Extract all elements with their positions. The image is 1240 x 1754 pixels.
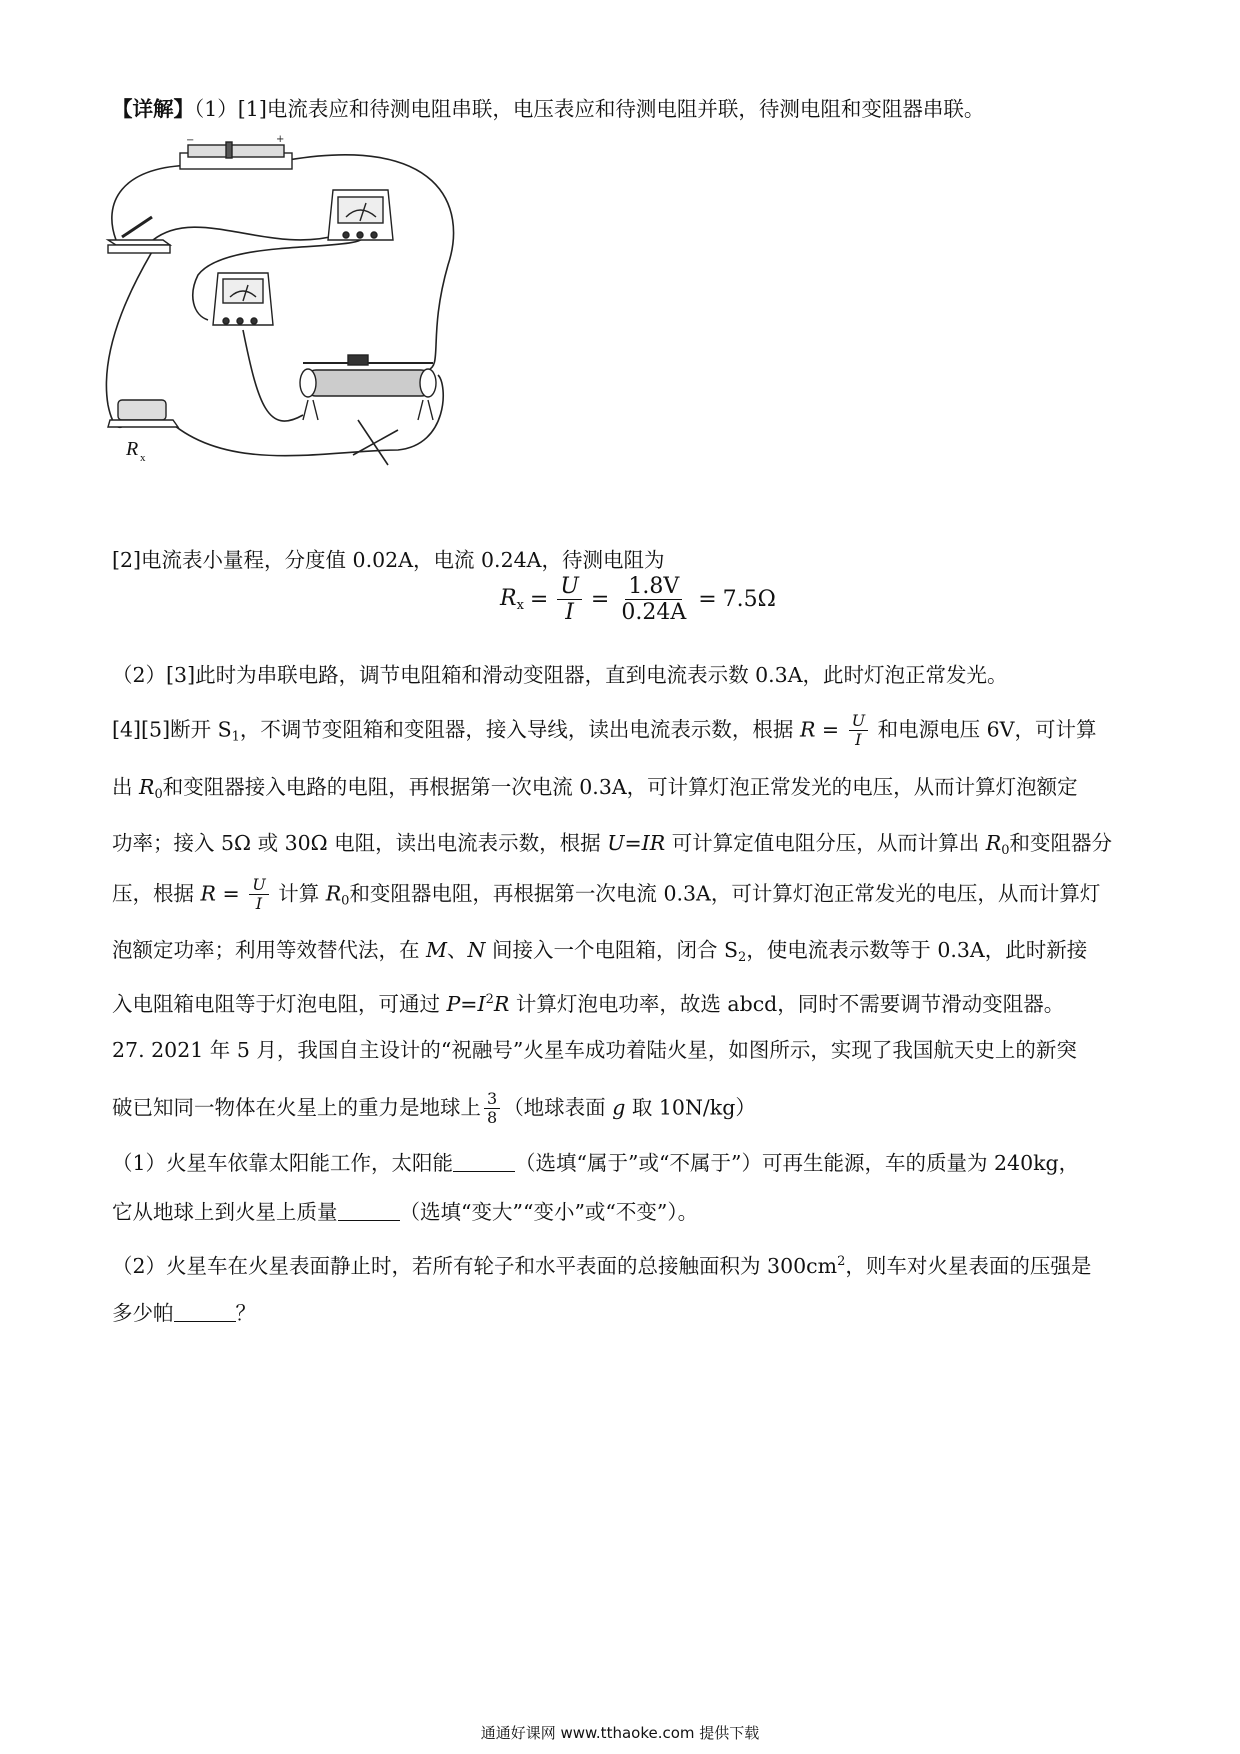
q27-line2-c: 取 10N/kg）	[625, 1095, 756, 1120]
p4-text-c: 和电源电压 6V，可计算	[871, 717, 1097, 742]
circuit-diagram	[108, 134, 508, 535]
p4-u-2: U	[249, 876, 268, 895]
p4-line-3	[112, 826, 1130, 868]
cross-mark	[353, 420, 398, 465]
detail-line-3: （2）[3]此时为串联电路，调节电阻箱和滑动变阻器，直到电流表示数 0.3A，此时灯泡正常发光。	[112, 663, 1008, 687]
q27-part2-line-1	[112, 1245, 1130, 1283]
p4-fraction	[849, 712, 868, 750]
q27-p1-a: （1）火星车依靠太阳能工作，太阳能	[112, 1151, 454, 1175]
p4-r0-2: R	[985, 831, 1002, 855]
p4-line3-c: 和变阻器分	[1009, 831, 1112, 855]
p4-i-2: I	[255, 894, 263, 914]
p4-r0: R	[139, 775, 155, 799]
p4-line4-a: 压，根据	[112, 881, 201, 906]
q27-fraction	[484, 1090, 500, 1128]
q27-part1-line-2	[112, 1195, 1130, 1229]
p4-line5-a: 泡额定功率；利用等效替代法，在	[112, 938, 427, 962]
q27-g: g	[612, 1095, 626, 1120]
q27-blank-1[interactable]	[453, 1151, 515, 1172]
p4-r: R	[799, 717, 816, 742]
q27-p2-sup: 2	[837, 1254, 846, 1269]
q27-line-2	[112, 1090, 1130, 1128]
p4-m: M	[426, 938, 448, 962]
detail-text-1: （1）[1]电流表应和待测电阻串联，电压表应和待测电阻并联，待测电阻和变阻器串联。	[194, 97, 985, 121]
formula-rx	[500, 574, 776, 626]
formula-denominator: 0.24A	[621, 600, 687, 626]
p4-r0-sub-3: 0	[341, 893, 350, 909]
p4-u: U	[849, 712, 868, 731]
q27-p2-d: ？	[235, 1301, 256, 1325]
p4-line5-b: 间接入一个电阻箱，闭合 S	[485, 938, 739, 962]
resistor-rx-icon	[108, 400, 178, 427]
q27-frac-num: 3	[484, 1090, 500, 1109]
q27-p2-b: ，则车对火星表面的压强是	[845, 1254, 1092, 1278]
q27-p2-a: （2）火星车在火星表面静止时，若所有轮子和水平表面的总接触面积为 300cm	[112, 1254, 838, 1278]
p4-line2-a: 出	[112, 775, 140, 799]
formula-numerator: 1.8V	[625, 574, 682, 600]
p4-line-4	[112, 876, 1130, 918]
p4-line5-c: ，使电流表示数等于 0.3A，此时新接	[746, 938, 1088, 962]
p4-line2-b: 和变阻器接入电路的电阻，再根据第一次电流 0.3A，可计算灯泡正常发光的电压，从而计算灯泡额定	[162, 775, 1078, 799]
p4-line-5	[112, 933, 1130, 975]
formula-eq-1: =	[529, 587, 549, 613]
battery-icon	[180, 134, 292, 169]
rheostat-icon	[300, 355, 436, 420]
formula-lhs: R	[500, 586, 517, 612]
p4-r0-sub-2: 0	[1001, 843, 1010, 858]
p4-r-2: R	[200, 881, 216, 906]
wire-battery-rheostat	[288, 155, 454, 370]
p4-line6-b: 计算灯泡电功率，故选 abcd，同时不需要调节滑动变阻器。	[509, 992, 1065, 1016]
q27-line-1: 27. 2021 年 5 月，我国自主设计的“祝融号”火星车成功着陆火星，如图所示，实现了我国航天史上的新突	[112, 1038, 1077, 1062]
wire-battery-switch	[112, 165, 198, 240]
q27-p2-c: 多少帕	[112, 1301, 174, 1325]
formula-u: U	[557, 574, 582, 600]
detail-line-1	[112, 92, 1130, 126]
rx-label-sub: x	[140, 452, 146, 464]
formula-lhs-sub: x	[516, 598, 524, 614]
wire-switch-voltmeter	[153, 227, 338, 240]
q27-line2-a: 破已知同一物体在火星上的重力是地球上	[112, 1095, 481, 1120]
p4-line4-c: 和变阻器电阻，再根据第一次电流 0.3A，可计算灯泡正常发光的电压，从而计算灯	[349, 881, 1101, 906]
p4-p: P=I	[446, 992, 486, 1016]
q27-part1-line-1	[112, 1146, 1130, 1180]
p4-line3-b: 可计算定值电阻分压，从而计算出	[665, 831, 986, 855]
p4-line6-a: 入电阻箱电阻等于灯泡电阻，可通过	[112, 992, 447, 1016]
rx-label: R	[126, 438, 139, 460]
svg-text:−: −	[186, 135, 195, 146]
q27-part2-line-2	[112, 1296, 1130, 1330]
formula-result: 7.5Ω	[722, 587, 776, 613]
p4-uir: U=IR	[607, 831, 666, 855]
p4-line-1	[112, 712, 1130, 754]
p4-text-b: ，不调节变阻箱和变阻器，接入导线，读出电流表示数，根据	[239, 717, 800, 742]
p4-p-sup: 2	[485, 992, 494, 1007]
p4-line3-a: 功率；接入 5Ω 或 30Ω 电阻，读出电流表示数，根据	[112, 831, 608, 855]
q27-blank-2[interactable]	[338, 1200, 400, 1221]
p4-i: I	[855, 730, 862, 750]
p4-eq-2: =	[215, 881, 247, 906]
p4-r0-3: R	[325, 881, 342, 906]
p4-pr: R	[493, 992, 510, 1016]
p4-sep: 、	[447, 938, 468, 962]
p4-s1-sub: 1	[231, 729, 240, 745]
q27-line2-b: （地球表面	[503, 1095, 613, 1120]
p4-r0-sub: 0	[154, 787, 163, 802]
formula-eq-2: =	[590, 587, 610, 613]
p4-n: N	[467, 938, 486, 962]
p4-line-6	[112, 983, 1130, 1021]
wire-ammeter-rheostat	[243, 330, 303, 421]
p4-s2-sub: 2	[738, 950, 747, 965]
q27-p1-d: （选填“变大”“变小”或“不变”）。	[399, 1200, 699, 1224]
voltmeter-icon	[328, 190, 393, 240]
p4-line-2	[112, 770, 1130, 812]
detail-line-2: [2]电流表小量程，分度值 0.02A，电流 0.24A，待测电阻为	[112, 548, 665, 572]
p4-eq: =	[815, 717, 846, 742]
q27-frac-den: 8	[487, 1108, 498, 1128]
q27-blank-3[interactable]	[174, 1301, 236, 1322]
svg-text:+: +	[276, 134, 285, 145]
q27-p1-c: 它从地球上到火星上质量	[112, 1200, 338, 1224]
detail-label: 【详解】	[112, 97, 194, 121]
formula-fraction-values	[618, 574, 689, 626]
formula-i: I	[565, 600, 574, 626]
formula-eq-3: =	[698, 587, 717, 613]
p4-text-a: [4][5]断开 S	[112, 717, 232, 742]
q27-p1-b: （选填“属于”或“不属于”）可再生能源，车的质量为 240kg，	[515, 1151, 1080, 1175]
formula-fraction-ui	[557, 574, 582, 626]
footer-watermark: 通通好课网 www.tthaoke.com 提供下载	[480, 1724, 760, 1742]
p4-line4-b: 计算	[271, 881, 326, 906]
p4-fraction-2	[249, 876, 268, 914]
ammeter-icon	[213, 273, 273, 325]
